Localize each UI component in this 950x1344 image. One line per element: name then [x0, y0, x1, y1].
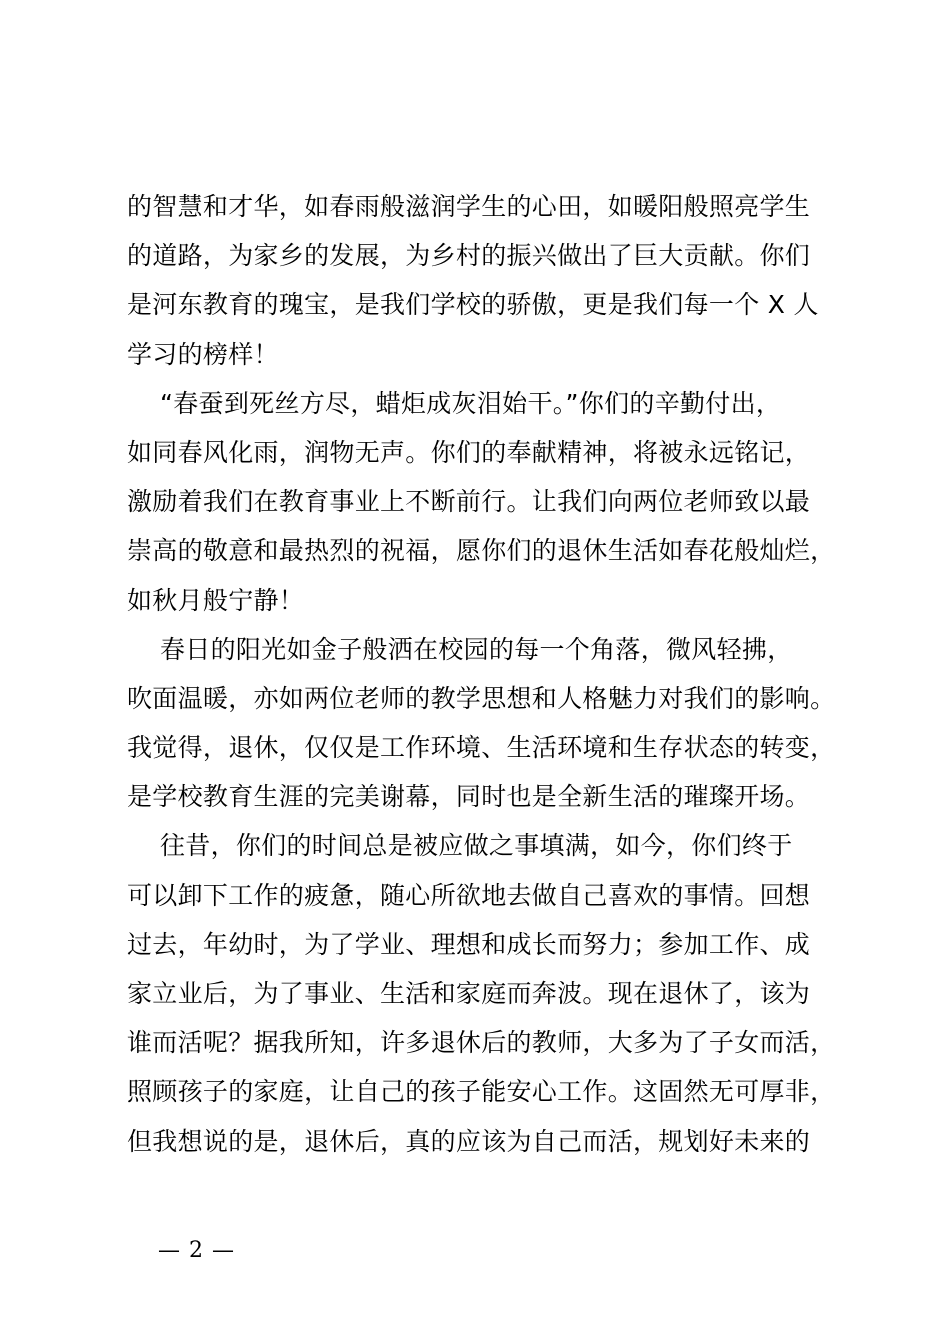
- text-line: 如同春风化雨，润物无声。你们的奉献精神，将被永远铭记，: [127, 437, 811, 467]
- text-line: 照顾孩子的家庭，让自己的孩子能安心工作。这固然无可厚非，: [127, 1077, 836, 1107]
- text-line: 的道路，为家乡的发展，为乡村的振兴做出了巨大贡献。你们: [127, 241, 811, 271]
- text-line: 往昔，你们的时间总是被应做之事填满，如今，你们终于: [127, 831, 793, 861]
- text-line: 但我想说的是，退休后，真的应该为自己而活，规划好未来的: [127, 1126, 811, 1156]
- text-line: 我觉得，退休，仅仅是工作环境、生活环境和生存状态的转变，: [127, 733, 836, 763]
- text-line: 的智慧和才华，如春雨般滋润学生的心田，如暖阳般照亮学生: [127, 192, 811, 221]
- text-line: 谁而活呢？据我所知，许多退休后的教师，大多为了子女而活，: [127, 1028, 836, 1058]
- text-line: 家立业后，为了事业、生活和家庭而奔波。现在退休了，该为: [127, 979, 811, 1008]
- text-line: 吹面温暖，亦如两位老师的教学思想和人格魅力对我们的影响。: [127, 683, 836, 713]
- text-line: 是河东教育的瑰宝，是我们学校的骄傲，更是我们每一个 X 人: [127, 290, 819, 320]
- text-line: 过去，年幼时，为了学业、理想和成长而努力；参加工作、成: [127, 929, 811, 959]
- text-line: 春日的阳光如金子般洒在校园的每一个角落，微风轻拂，: [127, 634, 793, 664]
- text-line: 是学校教育生涯的完美谢幕，同时也是全新生活的璀璨开场。: [127, 782, 811, 812]
- text-line: 激励着我们在教育事业上不断前行。让我们向两位老师致以最: [127, 487, 811, 517]
- text-line: 学习的榜样！: [127, 339, 279, 369]
- body-text: [127, 182, 867, 1166]
- text-line: 可以卸下工作的疲惫，随心所欲地去做自己喜欢的事情。回想: [127, 880, 811, 910]
- text-line: 崇高的敬意和最热烈的祝福，愿你们的退休生活如春花般灿烂，: [127, 536, 836, 566]
- text-line: 如秋月般宁静！: [127, 585, 305, 615]
- page-number: — 2 —: [158, 1238, 235, 1263]
- text-line: “春蚕到死丝方尽，蜡炬成灰泪始干。”你们的辛勤付出，: [127, 388, 782, 418]
